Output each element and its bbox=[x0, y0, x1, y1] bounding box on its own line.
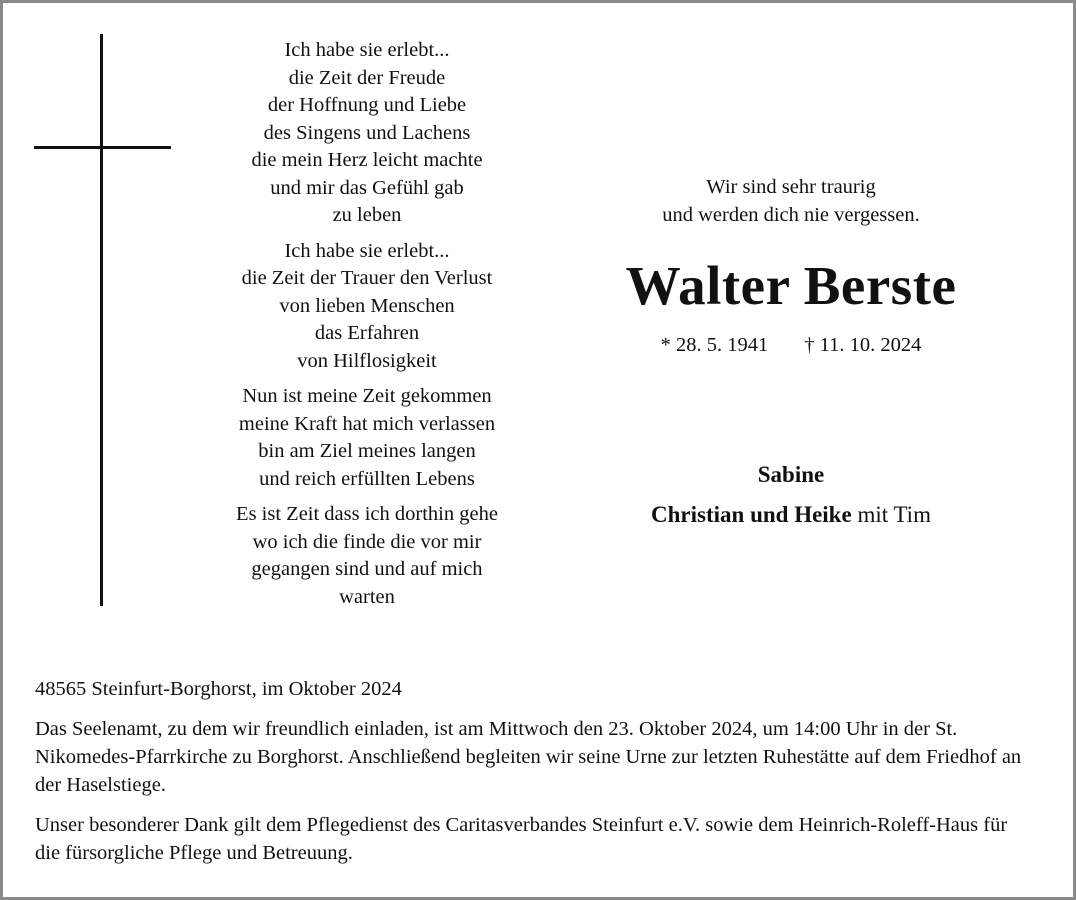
service-info: Das Seelenamt, zu dem wir freundlich einladen, ist am Mittwoch den 23. Oktober 2024, um 14:00 Uhr in der St. Nikomedes-Pfarrkirche zu Borghorst. Anschließend begleiten wir seine Urne zur letzten Ruhestätte auf dem Friedhof an der Haselstiege. bbox=[35, 718, 1022, 796]
intro-line-1: Wir sind sehr traurig bbox=[706, 176, 876, 198]
poem bbox=[171, 37, 563, 619]
place-date: 48565 Steinfurt-Borghorst, im Oktober 2024 bbox=[35, 678, 402, 700]
poem-line: Ich habe sie erlebt... bbox=[284, 39, 450, 61]
family-line-1 bbox=[583, 455, 999, 495]
poem-line: von Hilflosigkeit bbox=[297, 349, 437, 372]
family-signature bbox=[583, 455, 999, 535]
birth-date: * 28. 5. 1941 bbox=[660, 334, 769, 356]
poem-line: und mir das Gefühl gab bbox=[270, 176, 464, 199]
poem-line: die Zeit der Freude bbox=[288, 66, 446, 89]
poem-line: Es ist Zeit dass ich dorthin gehe bbox=[236, 503, 498, 525]
deceased-name: Walter Berste bbox=[625, 255, 957, 316]
poem-line: Nun ist meine Zeit gekommen bbox=[242, 385, 492, 407]
poem-line: des Singens und Lachens bbox=[263, 121, 471, 144]
poem-stanza-3 bbox=[171, 383, 563, 493]
poem-line: die mein Herz leicht machte bbox=[251, 149, 483, 171]
poem-line: wo ich die finde die vor mir bbox=[252, 530, 482, 553]
family-names-bold: Christian und Heike bbox=[651, 502, 852, 527]
family-line-2 bbox=[583, 495, 999, 535]
poem-line: das Erfahren bbox=[314, 322, 420, 344]
poem-line: bin am Ziel meines langen bbox=[258, 440, 476, 462]
thanks-note: Unser besonderer Dank gilt dem Pflegedienst des Caritasverbandes Steinfurt e.V. sowie dem Heinrich-Roleff-Haus für die fürsorgliche Pflege und Betreuung. bbox=[35, 814, 1008, 864]
poem-line: gegangen sind und auf mich bbox=[251, 558, 483, 580]
poem-stanza-4 bbox=[171, 501, 563, 611]
poem-line: die Zeit der Trauer den Verlust bbox=[241, 267, 493, 289]
poem-line: meine Kraft hat mich verlassen bbox=[238, 412, 496, 435]
poem-stanza-2 bbox=[171, 238, 563, 376]
cross-vertical-bar bbox=[100, 34, 103, 606]
poem-line: von lieben Menschen bbox=[279, 294, 455, 317]
life-dates bbox=[583, 332, 999, 359]
intro-line-2: und werden dich nie vergessen. bbox=[662, 203, 920, 226]
poem-line: und reich erfüllten Lebens bbox=[259, 467, 475, 490]
cross-horizontal-bar bbox=[34, 146, 171, 149]
poem-line: Ich habe sie erlebt... bbox=[284, 239, 450, 262]
poem-line: der Hoffnung und Liebe bbox=[267, 94, 467, 116]
death-date: † 11. 10. 2024 bbox=[804, 334, 922, 356]
poem-line: zu leben bbox=[332, 204, 402, 226]
poem-line: warten bbox=[339, 585, 395, 608]
family-name-sabine: Sabine bbox=[757, 462, 825, 487]
footer-text bbox=[35, 675, 1035, 879]
poem-stanza-1 bbox=[171, 37, 563, 230]
family-names-rest: mit Tim bbox=[851, 502, 931, 527]
mourning-intro bbox=[583, 174, 999, 229]
